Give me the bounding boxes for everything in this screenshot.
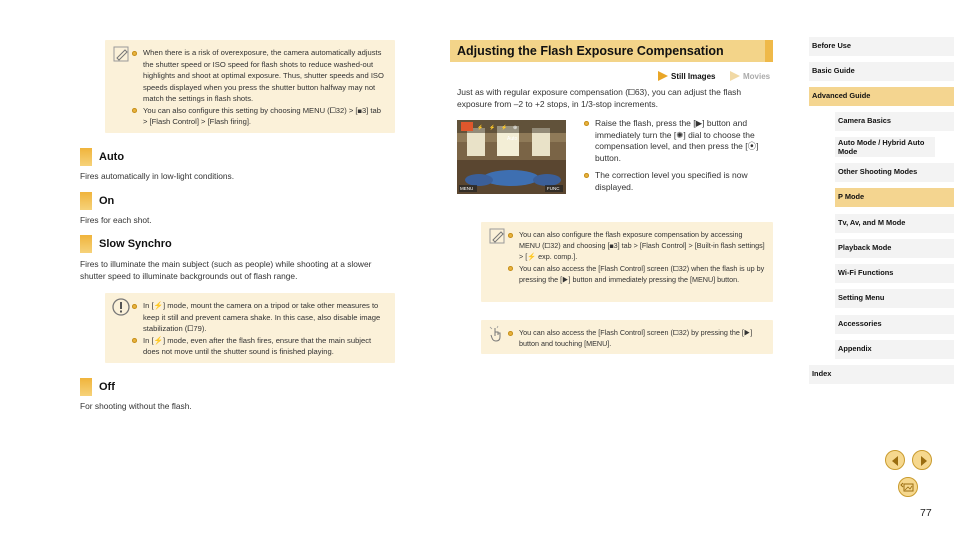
touch-note (481, 320, 773, 354)
caution-note (105, 293, 395, 363)
nav-setting-menu[interactable]: Setting Menu (835, 289, 954, 308)
tip-note-flash (105, 40, 395, 133)
tip-note-list (507, 229, 765, 285)
mode-movies (730, 71, 770, 81)
section-title: Auto (99, 151, 125, 163)
nav-auto-mode[interactable]: Auto Mode / Hybrid Auto Mode (835, 137, 935, 157)
nav-accessories[interactable]: Accessories (835, 315, 954, 334)
mode-still-images (658, 71, 715, 81)
tip-item: You can also configure this setting by choosing MENU (⧠32) > [◼3] tab > [Flash Control] > [Flash firing]. (131, 105, 387, 128)
intro-text: Just as with regular exposure compensation (⧠63), you can adjust the flash exposure from –2 to +2 stops, in 1/3-stop increments. (457, 87, 742, 109)
section-title: Slow Synchro (99, 238, 172, 250)
nav-basic-guide[interactable]: Basic Guide (809, 62, 954, 81)
pencil-icon (487, 226, 507, 246)
section-text: For shooting without the flash. (80, 401, 192, 411)
steps-list (584, 118, 774, 199)
title-tab (765, 40, 773, 62)
nav-appendix[interactable]: Appendix (835, 340, 954, 359)
section-text: Fires automatically in low-light conditions. (80, 171, 235, 181)
caution-item: In [⚡] mode, mount the camera on a tripod or take other measures to keep it still and prevent camera shake. In this case, also disable image stabilization (⧠79). (131, 300, 387, 335)
triangle-icon (658, 71, 668, 81)
section-text: Fires to illuminate the main subject (such as people) while shooting at a slower shutter speed to illuminate backgrounds out of flash range. (80, 259, 372, 281)
section-on (80, 192, 114, 210)
nav-index[interactable]: Index (809, 365, 954, 384)
caution-item: In [⚡] mode, even after the flash fires, ensure that the main subject does not move until the shutter sound is finished playing. (131, 335, 387, 358)
section-slow-synchro (80, 235, 172, 253)
room-scene-illustration (457, 120, 566, 194)
nav-camera-basics[interactable]: Camera Basics (835, 112, 954, 131)
section-marker (80, 378, 92, 396)
camera-screen-label: Auto (507, 136, 518, 142)
tip-note-exp-comp (481, 222, 773, 302)
section-marker (80, 148, 92, 166)
tip-item: When there is a risk of overexposure, the camera automatically adjusts the shutter speed or ISO speed for flash shots to reduce washed-out highlights and shoot at optimal exposure. Thus, shutter speeds and ISO speeds displayed when you press the shutter button halfway may not match the settings in flash shots. (131, 47, 387, 105)
mode-still-label: Still Images (671, 71, 716, 81)
caution-icon (111, 297, 131, 317)
touch-hand-icon (487, 324, 507, 344)
nav-other-shooting-modes[interactable]: Other Shooting Modes (835, 163, 954, 182)
page-number: 77 (920, 507, 932, 519)
caution-note-list (131, 300, 387, 358)
section-text: Fires for each shot. (80, 215, 152, 225)
tip-item: You can also access the [Flash Control] screen (⧠32) when the flash is up by pressing the [▶] button and immediately pressing the [MENU] button. (507, 263, 765, 285)
page-title: Adjusting the Flash Exposure Compensation (457, 44, 724, 58)
arrow-right-icon (913, 451, 933, 471)
nav-p-mode[interactable]: P Mode (835, 188, 954, 207)
nav-wifi-functions[interactable]: Wi-Fi Functions (835, 264, 954, 283)
prev-page-button[interactable] (885, 450, 905, 470)
camera-screen-image (457, 120, 566, 194)
back-button[interactable] (898, 477, 918, 497)
section-marker (80, 192, 92, 210)
arrow-left-icon (886, 451, 906, 471)
section-off (80, 378, 115, 396)
nav-advanced-guide[interactable]: Advanced Guide (809, 87, 954, 106)
tip-item: You can also access the [Flash Control] screen (⧠32) by pressing the [▶] button and touching [MENU]. (507, 327, 765, 349)
nav-tv-av-m-mode[interactable]: Tv, Av, and M Mode (835, 214, 954, 233)
tip-item: You can also configure the flash exposure compensation by accessing MENU (⧠32) and choosing [◼3] tab > [Flash Control] > [Built-in flash settings] > [⚡ exp. comp.]. (507, 229, 765, 263)
nav-playback-mode[interactable]: Playback Mode (835, 239, 954, 258)
touch-note-list (507, 327, 765, 349)
svg-text:⚡: ⚡ (477, 125, 484, 131)
section-title: On (99, 195, 115, 207)
svg-text:⊕: ⊕ (513, 125, 518, 131)
section-title: Off (99, 381, 115, 393)
step-item: The correction level you specified is now displayed. (584, 170, 774, 193)
page-title-bar (450, 40, 773, 62)
section-marker (80, 235, 92, 253)
section-auto (80, 148, 124, 166)
tip-note-list (131, 47, 387, 128)
camera-screen-menu: MENU (460, 186, 474, 191)
svg-text:⚡: ⚡ (501, 125, 508, 131)
next-page-button[interactable] (912, 450, 932, 470)
step-item: Raise the flash, press the [▶] button and immediately turn the [✺] dial to choose the compensation level, and then press the [⦿] button. (584, 118, 774, 164)
mode-movies-label: Movies (743, 71, 771, 81)
return-icon (899, 478, 919, 498)
pencil-icon (111, 44, 131, 64)
camera-screen-func: FUNC (547, 186, 560, 191)
triangle-icon (730, 71, 740, 81)
nav-before-use[interactable]: Before Use (809, 37, 954, 56)
svg-text:⚡: ⚡ (489, 125, 496, 131)
